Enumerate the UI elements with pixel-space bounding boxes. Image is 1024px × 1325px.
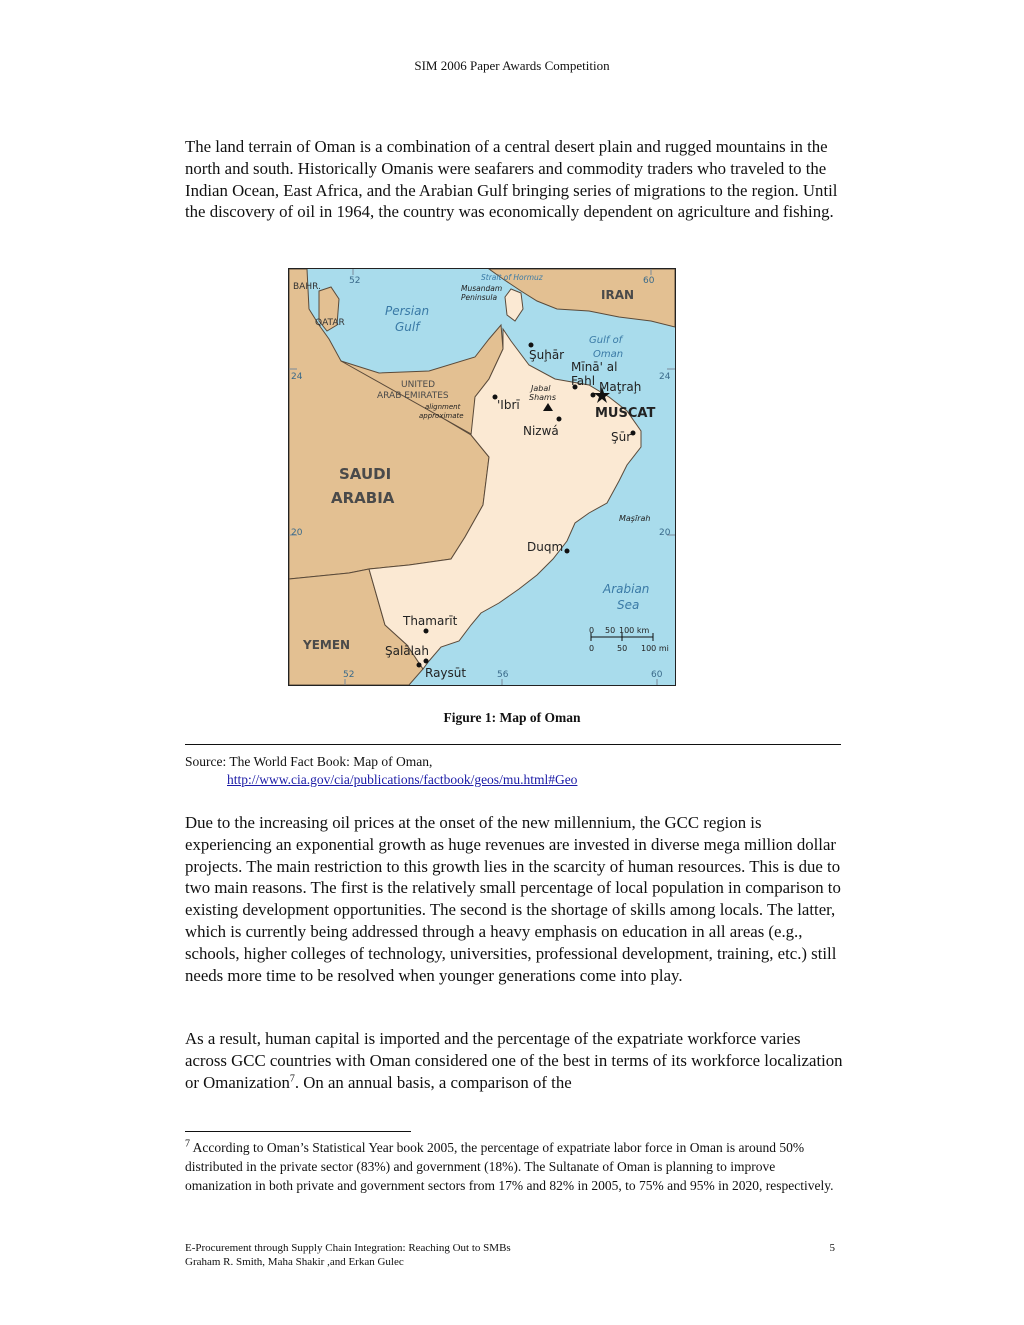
label-nizwa: Nizwá	[523, 424, 559, 438]
source-label: Source: The World Fact Book: Map of Oman,	[185, 754, 433, 769]
label-uae-1: UNITED	[401, 380, 436, 390]
running-header: SIM 2006 Paper Awards Competition	[414, 58, 610, 73]
footer-title: E-Procurement through Supply Chain Integration: Reaching Out to SMBs	[185, 1242, 511, 1254]
label-grid-20-right: 20	[659, 528, 671, 538]
label-musandam-2: Peninsula	[461, 293, 498, 302]
label-grid-56-bottom: 56	[497, 670, 509, 680]
marker-nizwa	[557, 417, 562, 422]
label-arabian-sea-2: Sea	[617, 598, 640, 612]
label-grid-60-bottom: 60	[651, 670, 663, 680]
label-yemen: YEMEN	[303, 638, 351, 652]
paragraph-3-text: As a result, human capital is imported and the percentage of the expatriate workforce varies across GCC countries with Oman considered one of the best in terms of its workforce localization or Omanization	[185, 1029, 843, 1092]
source-divider	[185, 744, 841, 745]
label-bahrain: BAHR.	[293, 282, 321, 292]
label-saudi-1: SAUDI	[339, 465, 392, 483]
figure-caption: Figure 1: Map of Oman	[443, 710, 581, 725]
page-number: 5	[829, 1242, 835, 1254]
label-strait: Strait of Hormuz	[481, 273, 543, 282]
label-gulf-of-oman-2: Oman	[593, 349, 624, 360]
label-qatar: QATAR	[315, 318, 345, 328]
label-grid-20-left: 20	[291, 528, 303, 538]
label-grid-24-right: 24	[659, 372, 671, 382]
footer-authors: Graham R. Smith, Maha Shakir ,and Erkan Gulec	[185, 1256, 404, 1268]
label-alignment-1: alignment	[425, 403, 461, 411]
label-scale-0: 0	[589, 626, 595, 635]
label-thamarit: Thamarīt	[403, 614, 458, 628]
marker-duqm	[565, 549, 570, 554]
label-duqm: Duqm	[527, 540, 564, 554]
source-link[interactable]: http://www.cia.gov/cia/publications/factbook/geos/mu.html#Geo	[227, 772, 578, 787]
label-gulf-of-oman-1: Gulf of	[589, 335, 623, 346]
label-jabal-2: Shams	[529, 393, 557, 402]
paragraph-human-capital	[185, 1028, 845, 1093]
label-ibri: 'Ibrī	[497, 398, 520, 412]
label-alignment-2: approximate	[419, 412, 464, 420]
label-salalah: Şalālah	[385, 644, 429, 658]
footnote-ref[interactable]: 7	[289, 1073, 295, 1084]
label-grid-60-top: 60	[643, 276, 655, 286]
label-persian-gulf-2: Gulf	[395, 320, 420, 334]
marker-thamarit	[424, 629, 429, 634]
label-scale-mi-100: 100 mi	[641, 644, 669, 653]
page-footer	[185, 1241, 835, 1269]
marker-sur	[631, 431, 636, 436]
footnote-number: 7	[185, 1138, 190, 1150]
label-raysut: Raysūt	[425, 666, 467, 680]
label-uae-2: ARAB EMIRATES	[377, 391, 449, 401]
label-grid-24-left: 24	[291, 372, 303, 382]
marker-suhar	[529, 343, 534, 348]
label-mina-2: Fahl	[571, 374, 596, 388]
label-iran: IRAN	[601, 288, 635, 302]
label-scale-50: 50	[605, 626, 616, 635]
footnote-7	[185, 1138, 835, 1195]
figure-source	[185, 753, 577, 789]
label-mina-1: Mīnā' al	[571, 360, 618, 374]
label-grid-52-top: 52	[349, 276, 361, 286]
marker-raysut	[417, 663, 422, 668]
label-jabal-1: Jabal	[531, 384, 551, 393]
footnote-text: According to Oman’s Statistical Year book 2005, the percentage of expatriate labor force in Oman is around 50% distributed in the private sector (83%) and government (18%). The Sultanate of Oman is planning to improve omanization in both private and government sectors from 17% and 82% in 2005, to 75% and 95% in 2020, respectively.	[185, 1140, 834, 1193]
label-matrah: Maţraḩ	[599, 380, 642, 394]
paragraph-gcc-growth: Due to the increasing oil prices at the onset of the new millennium, the GCC region is experiencing an exponential growth as huge revenues are invested in diverse mega million dollar projects. The main restriction to this growth lies in the scarcity of human resources. This is due to two main reasons. The first is the relatively small percentage of local population in comparison to existing development opportunities. The second is the shortage of skills among locals. The latter, which is currently being addressed through a heavy emphasis on education in all areas (e.g., schools, higher colleges of technology, universities, professional development, training, etc.) still needs more time to be resolved when younger generations come into play.	[185, 813, 841, 985]
label-saudi-2: ARABIA	[331, 489, 395, 507]
marker-salalah	[424, 659, 429, 664]
label-musandam-1: Musandam	[461, 284, 503, 293]
label-scale-mi-0: 0	[589, 644, 595, 653]
paragraph-terrain: The land terrain of Oman is a combination of a central desert plain and rugged mountains in the north and south. Historically Omanis were seafarers and commodity traders who traveled to the Indian Ocean, East Africa, and the Arabian Gulf bringing series of migrations to the region. Until the discovery of oil in 1964, the country was economically dependent on agriculture and fishing.	[185, 137, 838, 222]
label-sur: Şūr	[611, 430, 632, 444]
label-persian-gulf-1: Persian	[385, 304, 430, 318]
label-scale-100: 100 km	[619, 626, 650, 635]
label-masirah: Maşīrah	[619, 514, 651, 523]
footnote-divider	[185, 1131, 411, 1132]
map-of-oman	[288, 268, 676, 686]
label-scale-mi-50: 50	[617, 644, 628, 653]
label-grid-52-bottom: 52	[343, 670, 355, 680]
label-muscat: MUSCAT	[595, 406, 656, 421]
label-suhar: Şuḩār	[529, 348, 565, 362]
label-arabian-sea-1: Arabian	[603, 582, 650, 596]
paragraph-3-tail: . On an annual basis, a comparison of the	[294, 1072, 572, 1092]
